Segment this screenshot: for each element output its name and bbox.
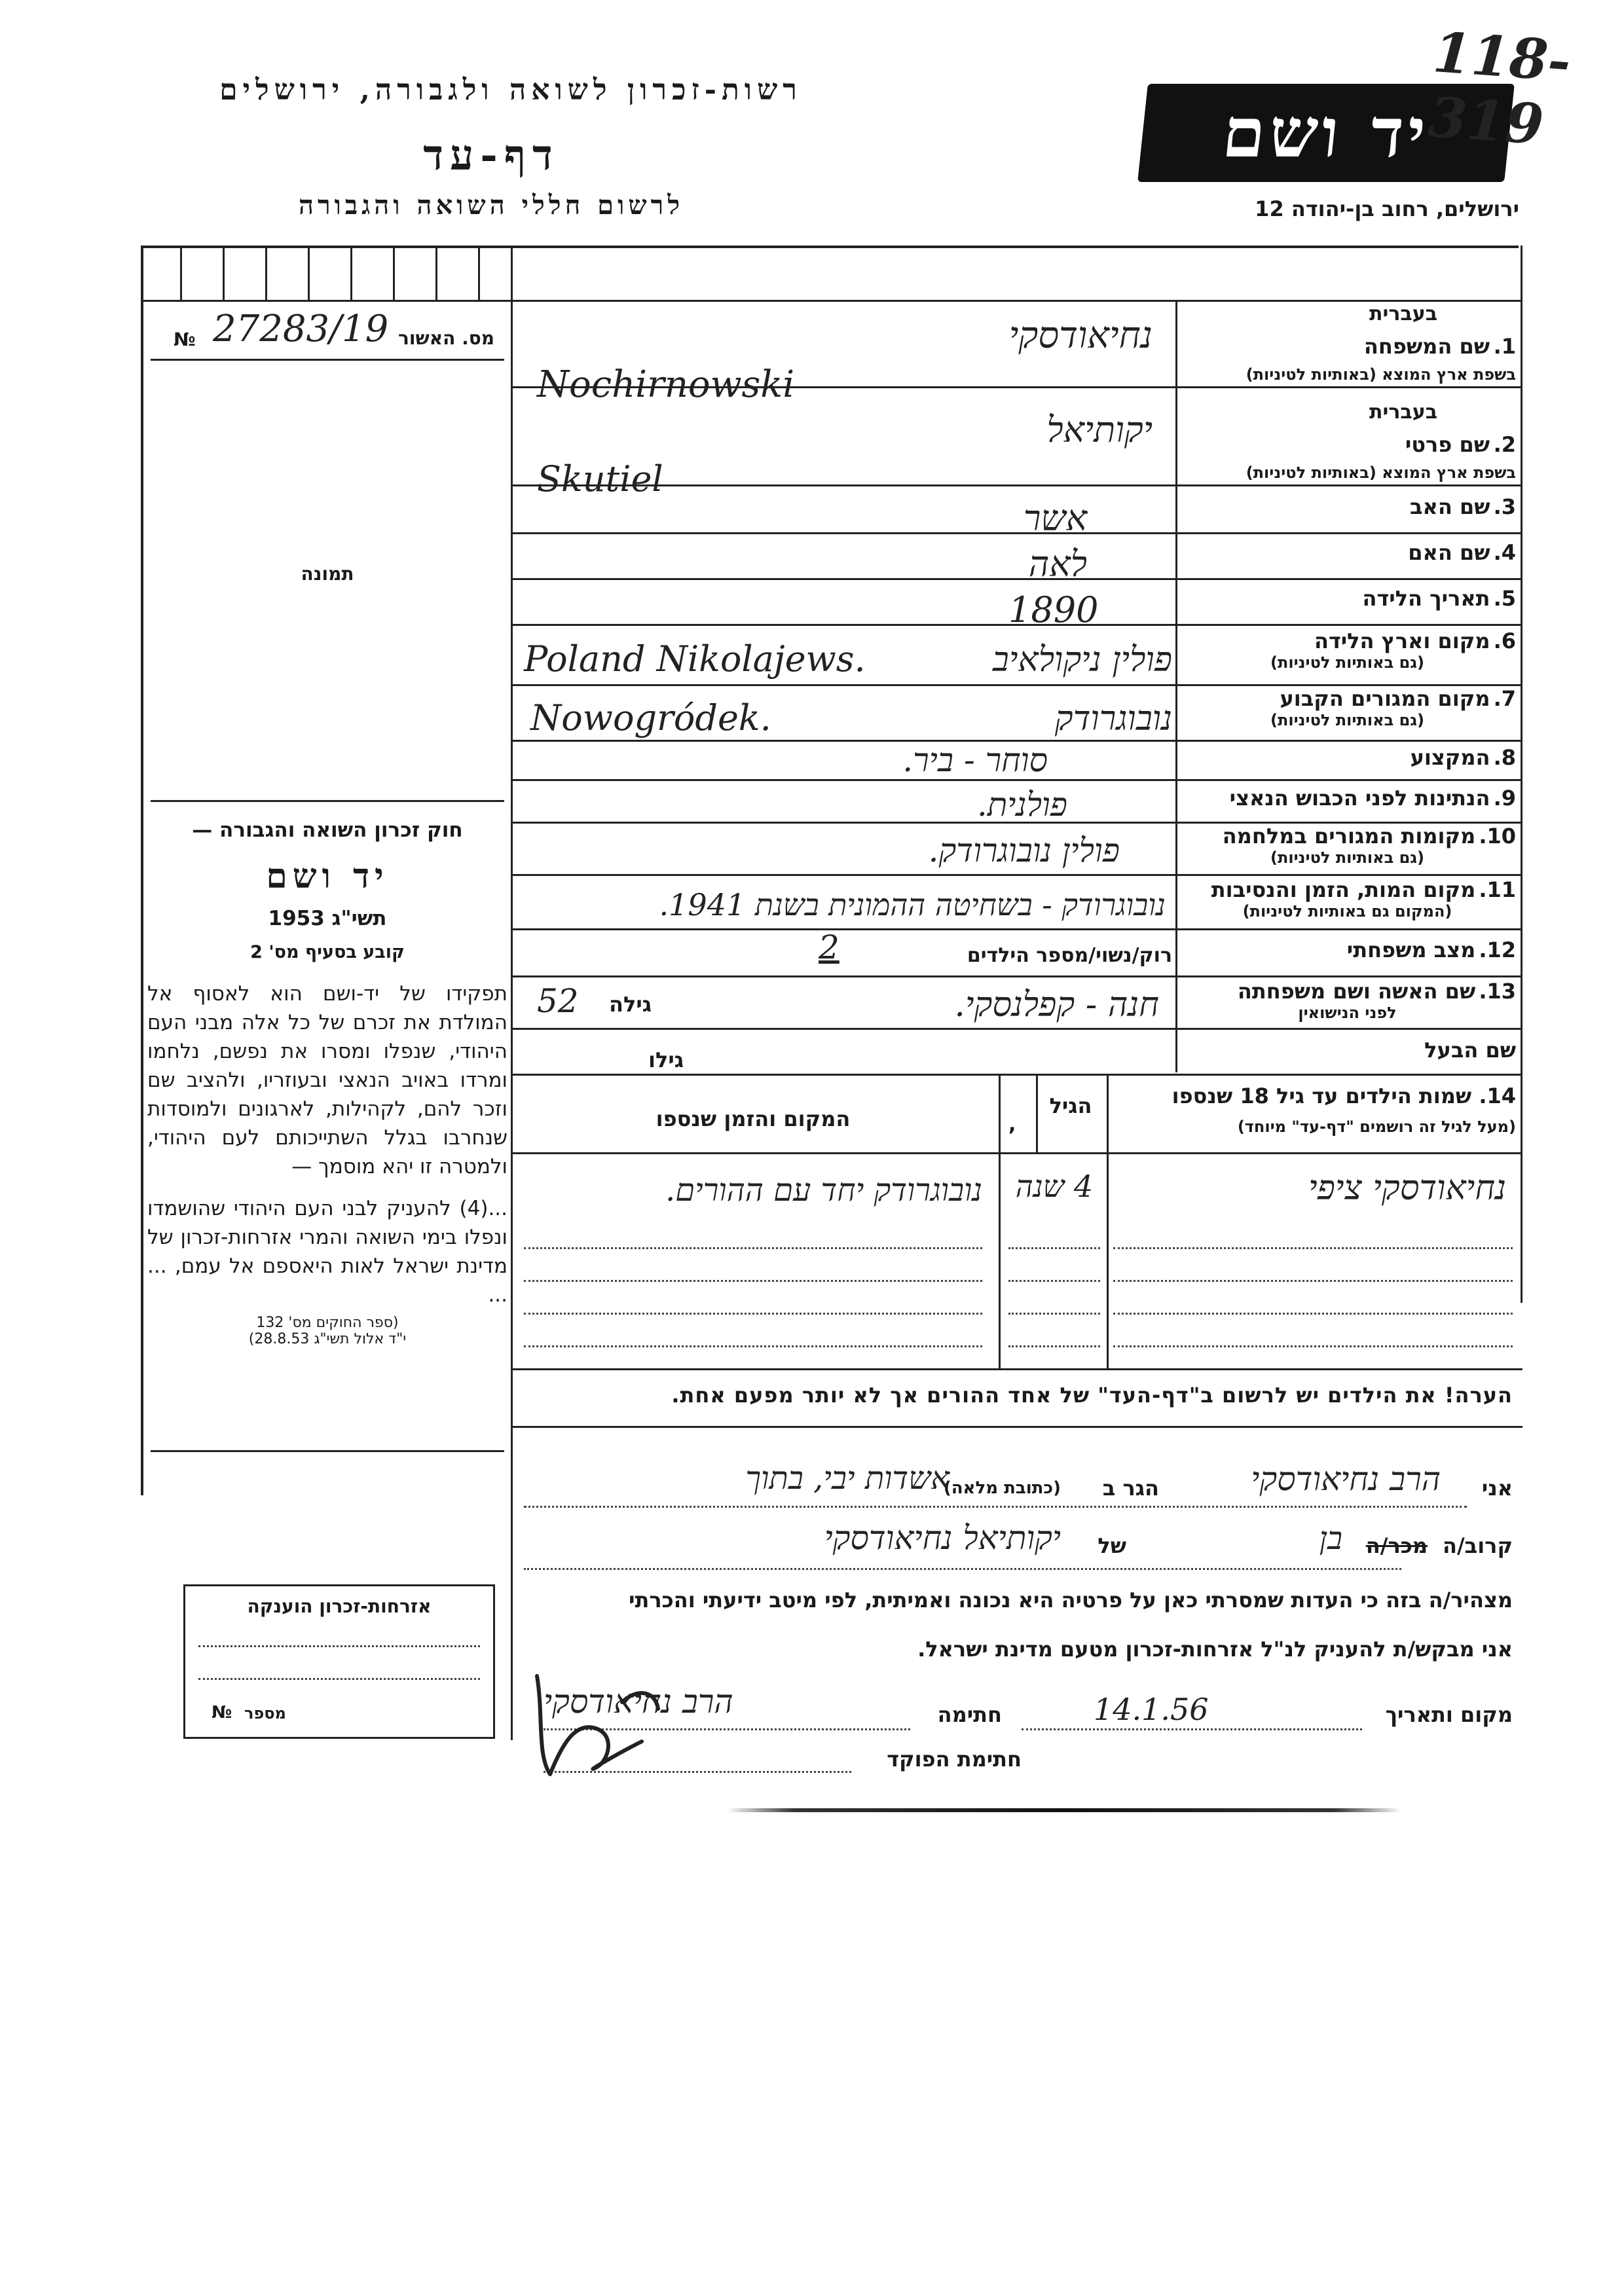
field-13-name: שם האשה ושם משפחתה [1237,979,1476,1004]
field-10-name: מקומות המגורים במלחמה [1222,824,1476,848]
field-1-tag: בעברית [1369,302,1437,325]
declaration-line-1 [517,1460,1513,1512]
field-1-name: שם המשפחה [1363,334,1490,359]
field-13-sub: לפני הנישואין [1298,1004,1397,1022]
children-col-sep: , [1008,1113,1016,1136]
field-1-label [1179,302,1516,386]
field-11-num: 11. [1479,877,1516,902]
field-husband-label [1179,1038,1516,1063]
children-subtitle: (מעל לגיל זה רושמים "דף-עד" מיוחד) [1237,1118,1516,1136]
field-8-num: 8. [1493,745,1516,770]
field-7-sub: (גם באותיות לטיניות) [1270,711,1424,729]
field-12-name: מצב משפחתי [1346,938,1476,962]
field-13-num: 13. [1479,979,1516,1004]
date-value[interactable]: 14.1.56 [1094,1692,1209,1727]
field-10-sub: (גם באותיות לטיניות) [1270,848,1424,867]
officer-signature-label: חתימת הפוקד [887,1747,1022,1772]
scan-edge [727,1808,1401,1812]
field-4-name: שם האם [1408,540,1490,565]
field-2-label [1179,401,1516,484]
logo-text: יד ושם [1219,92,1433,173]
field-4-label [1179,540,1516,565]
declaration-acquaintance-label: מכר/ה [1365,1533,1428,1558]
field-3-num: 3. [1493,494,1516,519]
field-2-value-latin[interactable]: Skutiel [537,458,663,500]
law-block [147,818,507,1347]
declaration-name[interactable]: הרב נחיאודסקי [1251,1460,1441,1498]
field-3-label [1179,494,1516,519]
child-row-name[interactable]: נחיאודסקי ציפי [1308,1169,1506,1208]
declaration-lives-in: הגר ב [1102,1476,1159,1501]
field-6-label [1179,629,1516,672]
field-husband-age-label: גילו [648,1048,684,1072]
approval-value: 27283/19 [213,308,389,350]
children-title: שמות הילדים עד גיל 18 שנספו [1172,1084,1472,1108]
field-8-value[interactable]: סוחר - ביר. [902,741,1048,779]
field-8-label [1179,745,1516,770]
field-6-num: 6. [1493,629,1516,653]
field-1-num: 1. [1493,334,1516,359]
field-husband-value[interactable] [720,1041,1113,1067]
field-7-label [1179,686,1516,729]
declaration-address-hint: (כתובת מלאה) [943,1478,1061,1498]
field-husband-name: שם הבעל [1424,1038,1516,1063]
citizenship-number-sign: № [212,1703,232,1722]
declaration-relation[interactable]: בן [1319,1520,1342,1557]
place-date-label: מקום ותאריך [1385,1702,1513,1727]
field-5-value[interactable]: 1890 [1008,589,1099,630]
citizenship-title: אזרחות-זכרון הוענקה [247,1595,432,1617]
declaration-address[interactable]: אשדות יבי, בתוך [745,1460,950,1497]
field-5-label [1179,586,1516,611]
field-11-name: מקום המות, הזמן והנסיבות [1211,877,1476,902]
field-3-value[interactable]: אשר [1023,498,1087,539]
field-10-label [1179,824,1516,867]
children-col-place: המקום והזמן שנספו [655,1106,851,1131]
law-source-1: (ספר החוקים מס' 132 [256,1315,399,1331]
field-2-sub: בשפת ארץ המוצא (באותיות לטיניות) [1246,464,1516,482]
law-clause: קובע בסעיף מס' 2 [250,942,405,962]
declaration-relative-name[interactable]: יקותיאל נחיאודסקי [824,1519,1061,1557]
field-2-name: שם פרטי [1405,432,1490,457]
declaration-line-3: מצהיר/ה בזה כי העדות שמסרתי כאן על פרטיה היא נכונה ואמיתית, לפי מיטב ידיעתי והכרתי [629,1588,1513,1613]
field-10-num: 10. [1479,824,1516,848]
field-12-value[interactable]: 2 [819,928,840,966]
field-1-value-latin[interactable]: Nochirnowski [537,363,795,406]
field-7-num: 7. [1493,686,1516,711]
declaration-relative-label: קרוב/ה [1443,1533,1513,1558]
declaration-line-2 [517,1519,1513,1571]
law-paragraph-2: ...(4) להעניק לבני העם היהודי שהושמדו ונפלו בימי השואה והמרי אזרחות-זכרון של מדינת ישראל לאות היאספם אל עמם, ... ... [147,1197,507,1307]
signature-value[interactable]: הרב נחיאודסקי [544,1683,733,1721]
child-row-place[interactable]: נובוגרודק יחד עם ההורים. [665,1172,982,1209]
field-11-label [1179,877,1516,920]
citizenship-number-label: מספר [244,1704,286,1722]
field-2-tag: בעברית [1369,401,1437,424]
field-6-value-hebrew[interactable]: פולין ניקולאיב [992,640,1172,680]
field-2-value-hebrew[interactable]: יקותיאל [1046,409,1153,450]
authority-title: רשות-זכרון לשואה ולגבורה, ירושלים [219,73,802,107]
declaration-prefix: אני [1481,1476,1513,1501]
field-3-name: שם האב [1410,494,1490,519]
law-year: תשי"ג 1953 [268,907,387,930]
field-9-label [1179,786,1516,811]
signature-scribble [524,1663,668,1787]
address: ירושלים, רחוב בן-יהודה 12 [1255,196,1519,221]
law-paragraph: תפקידו של יד-ושם הוא לאסוף אל המולדת את זכרם של כל אלה מבני העם היהודי, שנפלו ומסרו את נפשם, נלחמו ומרדו באויב הנאצי ובעוזריו, ולהציב שם וזכר להם, לקהילות, לארגונים ולמוסדות שנחרבו בגלל השתייכותם לעם היהודי, ולמטרה זו יהא מוסמך — [147,982,507,1178]
form-subtitle: לרשום חללי השואה והגבורה [298,190,684,221]
children-num: 14. [1479,1084,1516,1108]
field-12-num: 12. [1479,938,1516,962]
field-7-value-latin[interactable]: Nowogródek. [530,697,771,738]
field-12-label [1179,938,1516,962]
signature-label: חתימה [937,1702,1002,1727]
field-6-name: מקום וארץ הלידה [1314,629,1490,653]
field-7-name: מקום המגורים הקבוע [1280,686,1490,711]
field-6-value-latin[interactable]: Poland Nikolajews. [524,638,866,680]
field-10-value[interactable]: פולין נובוגרודק. [928,831,1120,869]
law-name: יד ושם [266,856,389,896]
field-11-sub: (המקום גם באותיות לטיניות) [1242,902,1452,920]
field-13-age-value[interactable]: 52 [537,982,579,1020]
field-7-value-hebrew[interactable]: נובוגרודק [1054,699,1172,738]
approval-number-row [147,308,507,354]
field-9-num: 9. [1493,786,1516,811]
field-9-name: הנתינות לפני הכבוש הנאצי [1229,786,1490,811]
field-12-value-label: רוק/נשוי/מספר הילדים [967,944,1172,967]
children-col-age: הגיל [1049,1093,1092,1118]
approval-label: מס. האשור [398,327,494,349]
children-title-block [1113,1084,1516,1136]
law-title: חוק זכרון השואה והגבורה — [192,818,463,842]
field-6-sub: (גם באותיות לטיניות) [1270,653,1424,672]
field-9-value[interactable]: פולנית. [976,786,1067,824]
number-sign: № [174,329,196,350]
law-source-2: י"ד אלול תשי"ג 28.8.53) [248,1331,407,1347]
field-11-value[interactable]: נובוגרודק - בשחיטה ההמונית בשנת 1941. [659,887,1166,922]
field-2-num: 2. [1493,432,1516,457]
field-4-value[interactable]: לאה [1028,543,1087,585]
form-note: הערה! את הילדים יש לרשום ב"דף-העד" של אחד ההורים אך לא יותר מפעם אחת. [671,1383,1513,1408]
field-13-value[interactable]: חנה - קפלנסקי. [954,985,1159,1025]
field-1-value-hebrew[interactable]: נחיאודסקי [1008,314,1153,357]
declaration-of-label: של [1098,1533,1126,1558]
citizenship-box [183,1584,495,1739]
archive-number: 118-319 [1426,19,1573,157]
field-5-num: 5. [1493,586,1516,611]
field-8-name: המקצוע [1410,745,1490,770]
child-row-age[interactable]: 4 שנה [1015,1169,1094,1204]
photo-label: תמונה [301,563,354,585]
field-4-num: 4. [1493,540,1516,565]
field-5-name: תאריך הלידה [1362,586,1490,611]
field-13-label [1179,979,1516,1022]
field-1-sub: בשפת ארץ המוצא (באותיות לטיניות) [1246,365,1516,384]
field-13-age-label: גילה [609,992,652,1017]
form-title: דף-עד [423,131,559,180]
declaration-line-4: אני מבקש/ת להעניק לנ"ל אזרחות-זכרון מטעם מדינת ישראל. [917,1637,1513,1662]
